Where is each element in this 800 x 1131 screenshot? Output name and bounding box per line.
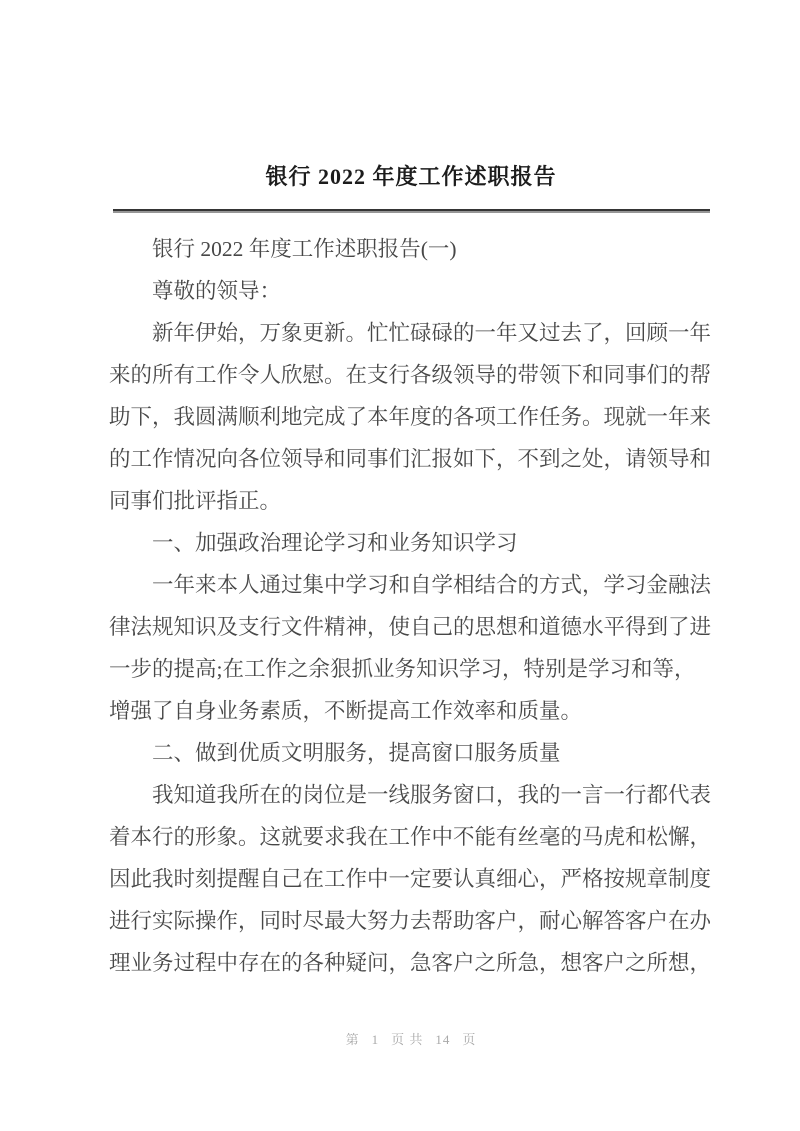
text-line: 着本行的形象。这就要求我在工作中不能有丝毫的马虎和松懈， (109, 825, 712, 849)
document-body (109, 228, 714, 984)
title-divider-rule (113, 209, 710, 213)
text-line: 同事们批评指正。 (109, 489, 282, 513)
text-line: 我知道我所在的岗位是一线服务窗口，我的一言一行都代表 (152, 783, 712, 807)
footer-page-number: 1 (371, 1032, 380, 1047)
text-line: 一年来本人通过集中学习和自学相结合的方式，学习金融法 (152, 573, 712, 597)
footer-total-pages: 14 (435, 1032, 451, 1047)
text-line: 尊敬的领导： (152, 279, 282, 303)
text-line: 一步的提高;在工作之余狠抓业务知识学习，特别是学习和等， (109, 657, 696, 681)
text-line: 二、做到优质文明服务，提高窗口服务质量 (152, 741, 561, 765)
text-line: 律法规知识及支行文件精神，使自己的思想和道德水平得到了进 (109, 615, 712, 639)
text-line: 进行实际操作，同时尽最大努力去帮助客户，耐心解答客户在办 (109, 909, 712, 933)
text-line: 来的所有工作令人欣慰。在支行各级领导的带领下和同事们的帮 (109, 363, 712, 387)
footer-label-ye: 页 (462, 1032, 477, 1047)
text-line: 助下，我圆满顺利地完成了本年度的各项工作任务。现就一年来 (109, 405, 712, 429)
text-line: 新年伊始，万象更新。忙忙碌碌的一年又过去了，回顾一年 (152, 321, 712, 345)
text-line: 的工作情况向各位领导和同事们汇报如下，不到之处，请领导和 (109, 447, 712, 471)
text-line: 增强了自身业务素质，不断提高工作效率和质量。 (109, 699, 583, 723)
footer-label-ye-gong: 页 共 (391, 1032, 424, 1047)
footer-label-di: 第 (345, 1032, 360, 1047)
document-title: 银行 2022 年度工作述职报告 (265, 164, 557, 189)
text-line: 理业务过程中存在的各种疑问，急客户之所急，想客户之所想， (109, 951, 712, 975)
text-line: 一、加强政治理论学习和业务知识学习 (152, 531, 518, 555)
text-line: 因此我时刻提醒自己在工作中一定要认真细心，严格按规章制度 (109, 867, 712, 891)
page-footer (112, 1029, 710, 1048)
text-line: 银行 2022 年度工作述职报告(一) (152, 237, 457, 261)
